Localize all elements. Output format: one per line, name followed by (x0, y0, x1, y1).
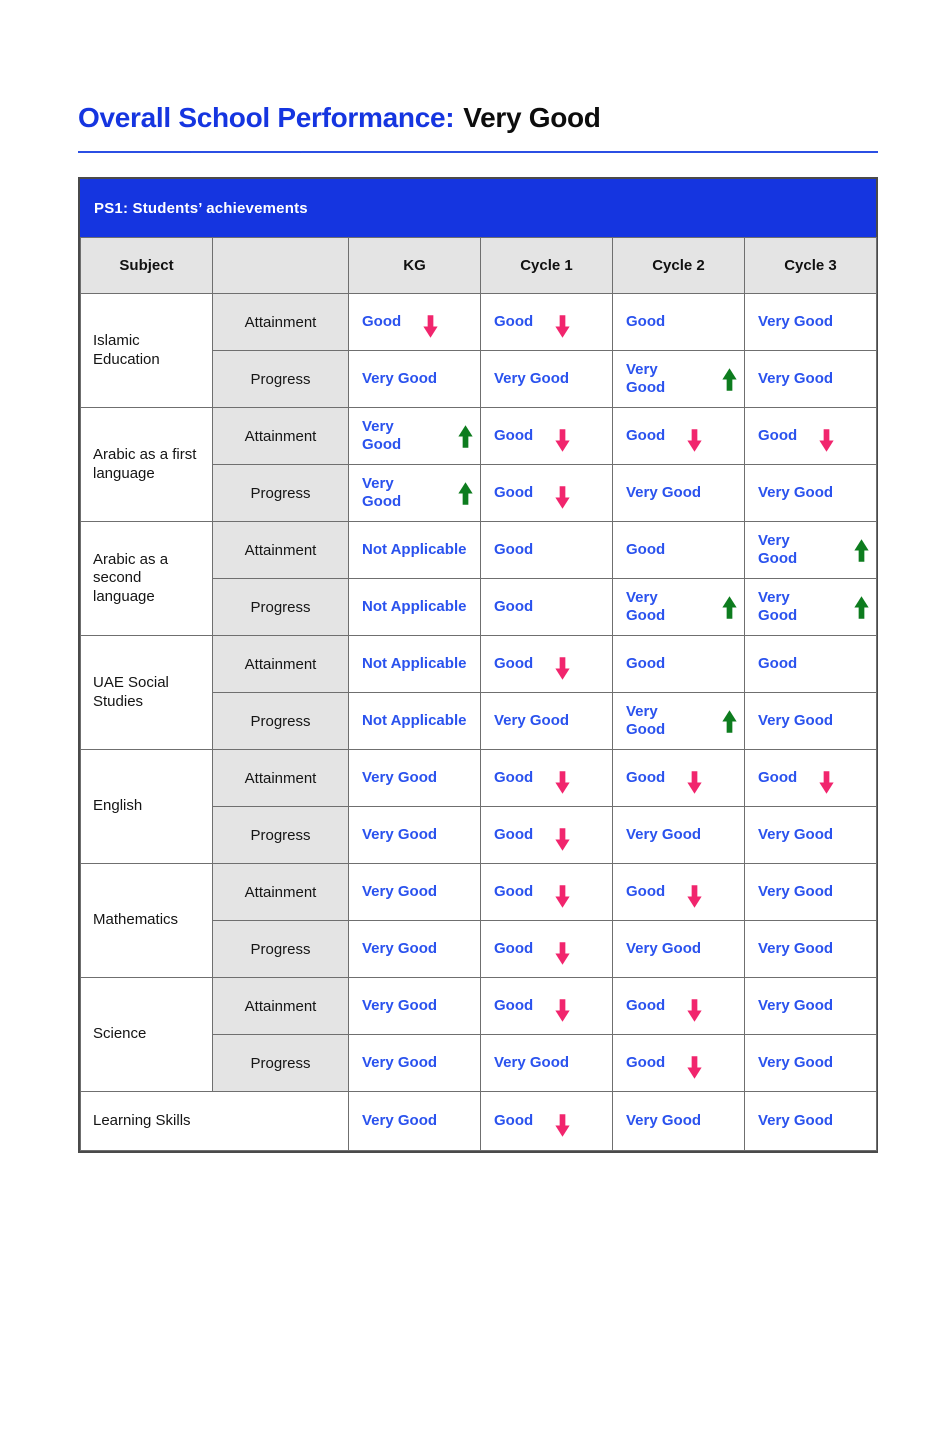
rating-text: Very Good (758, 370, 834, 388)
rating-cell (349, 636, 481, 693)
rating-text: Very Good (758, 532, 798, 568)
row-label-cell: Progress (213, 465, 349, 522)
rating-cell (349, 579, 481, 636)
rating-cell (481, 465, 613, 522)
row-label-cell: Attainment (213, 408, 349, 465)
rating-cell (613, 807, 745, 864)
rating-text: Good (758, 427, 798, 445)
rating-cell (481, 693, 613, 750)
rating-text: Good (626, 997, 666, 1015)
rating-text: Not Applicable (362, 655, 467, 673)
rating-cell (481, 636, 613, 693)
subject-cell: Mathematics (81, 864, 213, 978)
row-label-cell: Attainment (213, 750, 349, 807)
rating-cell (613, 579, 745, 636)
rating-text: Very Good (626, 589, 666, 625)
down-arrow-icon (687, 770, 702, 795)
rating-cell (613, 864, 745, 921)
rating-text: Very Good (758, 1054, 834, 1072)
column-header-row (81, 238, 877, 294)
rating-cell (745, 864, 877, 921)
rating-cell (349, 978, 481, 1035)
row-label-cell: Attainment (213, 864, 349, 921)
rating-text: Good (362, 313, 402, 331)
rating-text: Good (494, 598, 534, 616)
rating-cell (349, 693, 481, 750)
rating-text: Good (626, 1054, 666, 1072)
up-arrow-icon (722, 595, 737, 620)
rating-cell (745, 465, 877, 522)
rating-text: Good (494, 883, 534, 901)
ps1-section-header (80, 179, 876, 237)
rating-text: Very Good (362, 1112, 438, 1130)
rating-cell (481, 921, 613, 978)
rating-text: Good (626, 427, 666, 445)
table-row (81, 978, 877, 1035)
subject-cell: Islamic Education (81, 294, 213, 408)
rating-text: Very Good (362, 370, 438, 388)
rating-cell (613, 1092, 745, 1151)
down-arrow-icon (687, 428, 702, 453)
up-arrow-icon (458, 424, 473, 449)
rating-cell (613, 294, 745, 351)
rating-cell (349, 921, 481, 978)
performance-table (80, 237, 877, 1151)
rating-cell (745, 636, 877, 693)
rating-text: Very Good (362, 997, 438, 1015)
rating-text: Very Good (626, 940, 702, 958)
rating-cell (481, 351, 613, 408)
row-label-cell: Attainment (213, 636, 349, 693)
page-title-rating: Very Good (463, 102, 601, 133)
row-label-cell: Progress (213, 693, 349, 750)
down-arrow-icon (687, 884, 702, 909)
rating-cell (481, 978, 613, 1035)
table-row (81, 522, 877, 579)
rating-text: Very Good (362, 1054, 438, 1072)
rating-cell (613, 978, 745, 1035)
rating-text: Good (626, 313, 666, 331)
up-arrow-icon (722, 709, 737, 734)
row-label-cell: Attainment (213, 978, 349, 1035)
rating-text: Very Good (362, 883, 438, 901)
rating-text: Good (494, 940, 534, 958)
rating-text: Good (626, 883, 666, 901)
rating-text: Very Good (758, 1112, 834, 1130)
down-arrow-icon (819, 428, 834, 453)
rating-text: Good (758, 655, 798, 673)
row-label-cell: Attainment (213, 522, 349, 579)
rating-cell (613, 465, 745, 522)
rating-cell (613, 1035, 745, 1092)
rating-text: Very Good (758, 589, 798, 625)
rating-cell (745, 693, 877, 750)
rating-cell (613, 921, 745, 978)
subject-cell: Learning Skills (81, 1092, 349, 1151)
rating-text: Very Good (758, 883, 834, 901)
rating-text: Very Good (494, 1054, 570, 1072)
rating-text: Very Good (362, 826, 438, 844)
down-arrow-icon (555, 485, 570, 510)
table-row (81, 408, 877, 465)
rating-cell (745, 978, 877, 1035)
rating-text: Good (494, 826, 534, 844)
rating-text: Good (626, 541, 666, 559)
rating-text: Very Good (362, 418, 402, 454)
rating-cell (613, 408, 745, 465)
down-arrow-icon (819, 770, 834, 795)
rating-cell (349, 864, 481, 921)
rating-cell (481, 807, 613, 864)
rating-cell (349, 522, 481, 579)
rating-text: Very Good (494, 712, 570, 730)
row-label-cell: Progress (213, 921, 349, 978)
down-arrow-icon (555, 656, 570, 681)
rating-cell (745, 921, 877, 978)
down-arrow-icon (555, 314, 570, 339)
rating-cell (613, 693, 745, 750)
rating-cell (481, 408, 613, 465)
table-row (81, 636, 877, 693)
rating-cell (349, 351, 481, 408)
rating-cell (745, 408, 877, 465)
down-arrow-icon (555, 428, 570, 453)
rating-text: Very Good (626, 703, 666, 739)
rating-text: Good (494, 313, 534, 331)
rating-text: Very Good (758, 940, 834, 958)
table-row (81, 864, 877, 921)
row-label-cell: Attainment (213, 294, 349, 351)
rating-cell (745, 579, 877, 636)
column-header-cycle-3: Cycle 3 (745, 238, 877, 294)
table-body (81, 294, 877, 1151)
column-header-blank (213, 238, 349, 294)
rating-cell (745, 807, 877, 864)
rating-text: Good (494, 1112, 534, 1130)
rating-text: Good (626, 769, 666, 787)
rating-text: Very Good (362, 475, 402, 511)
subject-cell: Arabic as a second language (81, 522, 213, 636)
rating-cell (745, 1092, 877, 1151)
row-label-cell: Progress (213, 351, 349, 408)
rating-cell (745, 750, 877, 807)
rating-text: Good (758, 769, 798, 787)
down-arrow-icon (555, 884, 570, 909)
rating-text: Good (626, 655, 666, 673)
rating-cell (481, 522, 613, 579)
rating-cell (481, 1092, 613, 1151)
up-arrow-icon (458, 481, 473, 506)
rating-cell (481, 864, 613, 921)
rating-cell (745, 351, 877, 408)
column-header-kg: KG (349, 238, 481, 294)
performance-table-frame (78, 177, 878, 1153)
down-arrow-icon (687, 1055, 702, 1080)
rating-cell (481, 294, 613, 351)
rating-text: Good (494, 484, 534, 502)
rating-text: Very Good (626, 361, 666, 397)
subject-cell: Science (81, 978, 213, 1092)
rating-text: Very Good (494, 370, 570, 388)
rating-cell (349, 465, 481, 522)
down-arrow-icon (555, 1113, 570, 1138)
rating-cell (349, 750, 481, 807)
table-row (81, 1092, 877, 1151)
column-header-cycle-2: Cycle 2 (613, 238, 745, 294)
rating-cell (613, 750, 745, 807)
rating-text: Very Good (758, 826, 834, 844)
down-arrow-icon (555, 770, 570, 795)
down-arrow-icon (423, 314, 438, 339)
up-arrow-icon (722, 367, 737, 392)
rating-text: Not Applicable (362, 712, 467, 730)
rating-cell (349, 408, 481, 465)
rating-text: Very Good (626, 1112, 702, 1130)
rating-cell (613, 351, 745, 408)
rating-text: Very Good (362, 940, 438, 958)
rating-text: Not Applicable (362, 541, 467, 559)
rating-cell (349, 1092, 481, 1151)
subject-cell: English (81, 750, 213, 864)
rating-cell (349, 1035, 481, 1092)
page-title-prefix: Overall School Performance: (78, 102, 455, 133)
ps1-section-header-label: PS1: Students’ achievements (94, 199, 308, 217)
rating-text: Very Good (758, 997, 834, 1015)
rating-cell (481, 1035, 613, 1092)
rating-cell (481, 750, 613, 807)
down-arrow-icon (555, 941, 570, 966)
table-row (81, 750, 877, 807)
rating-cell (613, 636, 745, 693)
rating-text: Very Good (758, 712, 834, 730)
rating-text: Not Applicable (362, 598, 467, 616)
row-label-cell: Progress (213, 807, 349, 864)
rating-text: Very Good (362, 769, 438, 787)
rating-text: Good (494, 769, 534, 787)
rating-text: Good (494, 541, 534, 559)
rating-text: Good (494, 655, 534, 673)
row-label-cell: Progress (213, 1035, 349, 1092)
rating-cell (349, 807, 481, 864)
rating-text: Very Good (626, 484, 702, 502)
column-header-subject: Subject (81, 238, 213, 294)
subject-cell: UAE Social Studies (81, 636, 213, 750)
rating-cell (349, 294, 481, 351)
row-label-cell: Progress (213, 579, 349, 636)
rating-text: Good (494, 427, 534, 445)
down-arrow-icon (555, 998, 570, 1023)
rating-text: Very Good (758, 484, 834, 502)
rating-text: Good (494, 997, 534, 1015)
subject-cell: Arabic as a first language (81, 408, 213, 522)
table-row (81, 294, 877, 351)
rating-cell (745, 294, 877, 351)
title-divider (78, 151, 878, 153)
rating-text: Very Good (758, 313, 834, 331)
down-arrow-icon (687, 998, 702, 1023)
rating-cell (481, 579, 613, 636)
rating-cell (745, 1035, 877, 1092)
up-arrow-icon (854, 538, 869, 563)
rating-text: Very Good (626, 826, 702, 844)
down-arrow-icon (555, 827, 570, 852)
page-title (78, 102, 878, 134)
rating-cell (613, 522, 745, 579)
report-page (0, 102, 952, 1153)
column-header-cycle-1: Cycle 1 (481, 238, 613, 294)
up-arrow-icon (854, 595, 869, 620)
rating-cell (745, 522, 877, 579)
